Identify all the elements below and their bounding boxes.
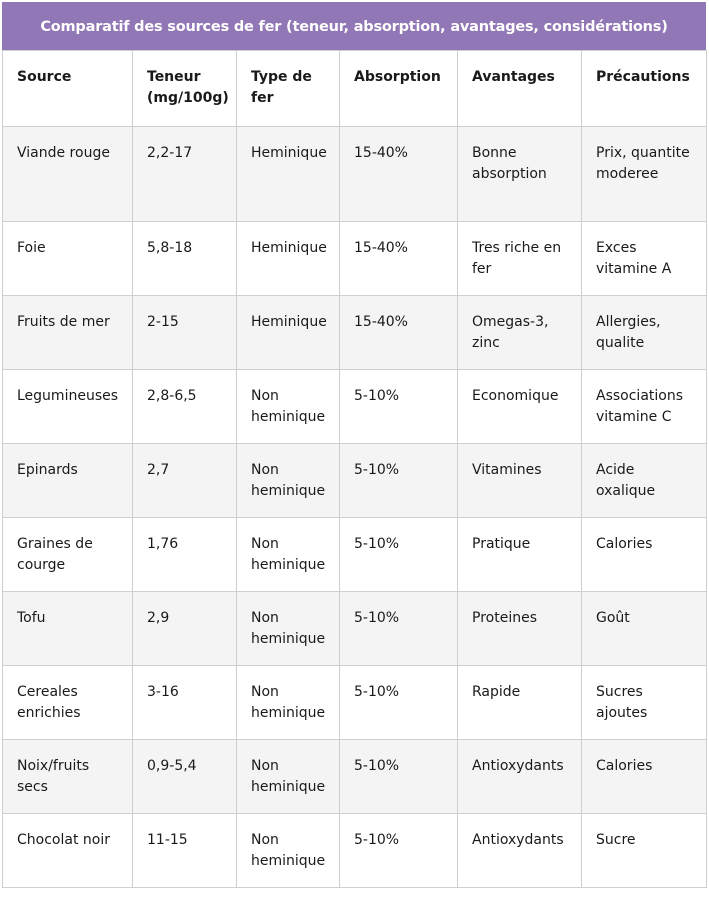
cell-teneur: 2,8-6,5	[133, 370, 237, 444]
cell-teneur: 2,2-17	[133, 127, 237, 222]
cell-precautions: Prix, quantite moderee	[582, 127, 707, 222]
cell-absorption: 5-10%	[340, 370, 458, 444]
cell-type: Heminique	[237, 222, 340, 296]
cell-source: Epinards	[3, 444, 133, 518]
table-body	[3, 127, 707, 888]
cell-absorption: 5-10%	[340, 592, 458, 666]
cell-precautions: Allergies, qualite	[582, 296, 707, 370]
cell-teneur: 2,7	[133, 444, 237, 518]
cell-absorption: 5-10%	[340, 518, 458, 592]
cell-type: Non heminique	[237, 518, 340, 592]
table-row	[3, 592, 707, 666]
cell-precautions: Associations vitamine C	[582, 370, 707, 444]
cell-avantages: Antioxydants	[458, 814, 582, 888]
table-title: Comparatif des sources de fer (teneur, absorption, avantages, considérations)	[2, 2, 706, 50]
cell-teneur: 0,9-5,4	[133, 740, 237, 814]
cell-source: Noix/fruits secs	[3, 740, 133, 814]
cell-avantages: Vitamines	[458, 444, 582, 518]
cell-absorption: 5-10%	[340, 740, 458, 814]
cell-type: Non heminique	[237, 814, 340, 888]
cell-teneur: 3-16	[133, 666, 237, 740]
cell-absorption: 15-40%	[340, 296, 458, 370]
table-row	[3, 814, 707, 888]
cell-source: Legumineuses	[3, 370, 133, 444]
cell-type: Non heminique	[237, 592, 340, 666]
cell-avantages: Economique	[458, 370, 582, 444]
cell-teneur: 11-15	[133, 814, 237, 888]
cell-source: Foie	[3, 222, 133, 296]
cell-avantages: Rapide	[458, 666, 582, 740]
cell-avantages: Bonne absorption	[458, 127, 582, 222]
cell-type: Heminique	[237, 296, 340, 370]
cell-type: Heminique	[237, 127, 340, 222]
cell-precautions: Calories	[582, 518, 707, 592]
cell-precautions: Exces vitamine A	[582, 222, 707, 296]
cell-precautions: Sucres ajoutes	[582, 666, 707, 740]
table-row	[3, 444, 707, 518]
cell-avantages: Tres riche en fer	[458, 222, 582, 296]
table-row	[3, 370, 707, 444]
cell-precautions: Calories	[582, 740, 707, 814]
cell-absorption: 15-40%	[340, 222, 458, 296]
header-row	[3, 51, 707, 127]
cell-source: Cereales enrichies	[3, 666, 133, 740]
cell-type: Non heminique	[237, 666, 340, 740]
cell-source: Tofu	[3, 592, 133, 666]
column-header-avantages: Avantages	[458, 51, 582, 127]
column-header-teneur: Teneur (mg/100g)	[133, 51, 237, 127]
cell-absorption: 15-40%	[340, 127, 458, 222]
column-header-source: Source	[3, 51, 133, 127]
iron-sources-table	[2, 50, 707, 888]
cell-source: Fruits de mer	[3, 296, 133, 370]
column-header-precautions: Précautions	[582, 51, 707, 127]
cell-avantages: Antioxydants	[458, 740, 582, 814]
cell-precautions: Sucre	[582, 814, 707, 888]
iron-sources-table-card	[2, 2, 706, 888]
cell-teneur: 2,9	[133, 592, 237, 666]
table-row	[3, 666, 707, 740]
table-row	[3, 222, 707, 296]
cell-source: Chocolat noir	[3, 814, 133, 888]
cell-teneur: 1,76	[133, 518, 237, 592]
cell-precautions: Acide oxalique	[582, 444, 707, 518]
cell-teneur: 2-15	[133, 296, 237, 370]
cell-type: Non heminique	[237, 740, 340, 814]
table-row	[3, 740, 707, 814]
table-row	[3, 127, 707, 222]
cell-avantages: Omegas-3, zinc	[458, 296, 582, 370]
cell-absorption: 5-10%	[340, 814, 458, 888]
column-header-absorption: Absorption	[340, 51, 458, 127]
cell-avantages: Proteines	[458, 592, 582, 666]
cell-type: Non heminique	[237, 370, 340, 444]
cell-teneur: 5,8-18	[133, 222, 237, 296]
column-header-type: Type de fer	[237, 51, 340, 127]
cell-type: Non heminique	[237, 444, 340, 518]
cell-source: Viande rouge	[3, 127, 133, 222]
cell-absorption: 5-10%	[340, 444, 458, 518]
table-header	[3, 51, 707, 127]
table-row	[3, 518, 707, 592]
table-row	[3, 296, 707, 370]
cell-absorption: 5-10%	[340, 666, 458, 740]
cell-precautions: Goût	[582, 592, 707, 666]
cell-avantages: Pratique	[458, 518, 582, 592]
cell-source: Graines de courge	[3, 518, 133, 592]
